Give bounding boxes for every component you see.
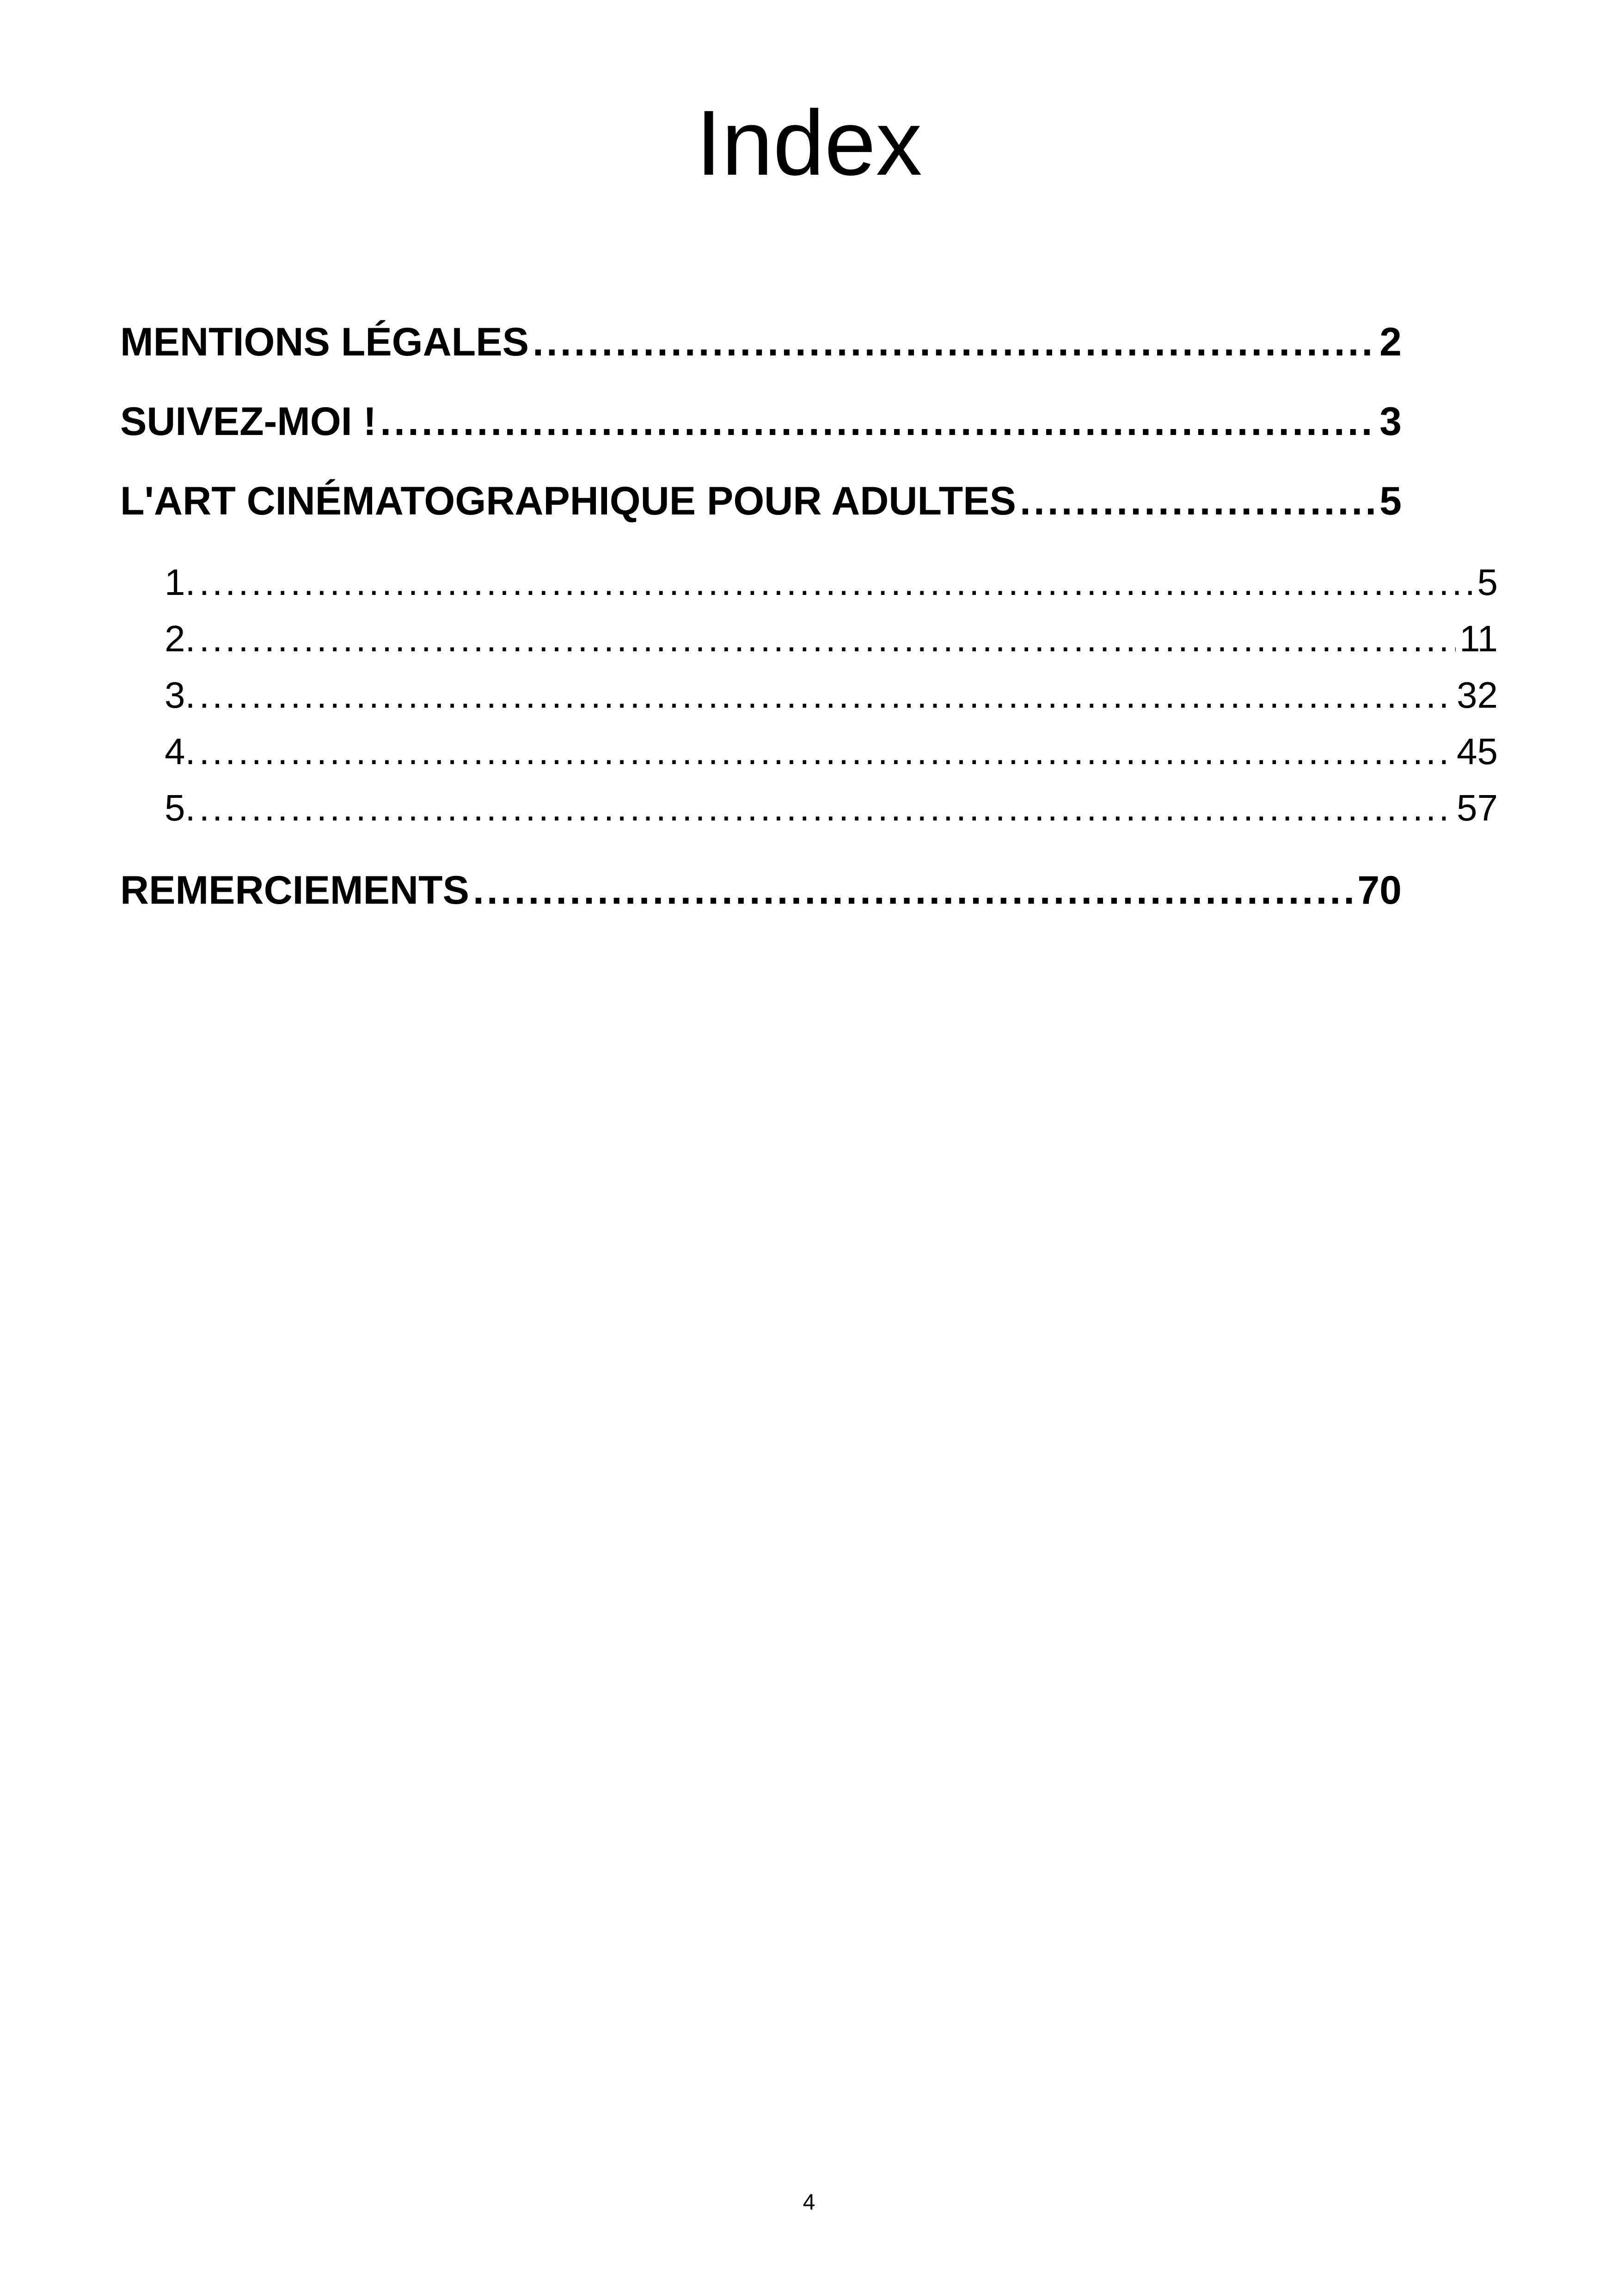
toc-entry-label: L'ART CINÉMATOGRAPHIQUE POUR ADULTES xyxy=(120,479,1016,523)
toc-entry-suivez-moi[interactable] xyxy=(120,394,1402,449)
toc-entry-page: 3 xyxy=(1379,399,1402,444)
toc-entry-label: REMERCIEMENTS xyxy=(120,868,469,912)
toc-subentry-4[interactable] xyxy=(165,726,1498,777)
page-number: 4 xyxy=(803,2190,815,2215)
page-title: Index xyxy=(696,92,922,195)
toc-dot-leader xyxy=(199,613,1456,664)
toc-entry-page: 5 xyxy=(1477,562,1498,603)
toc-subentry-5[interactable] xyxy=(165,783,1498,833)
toc-entry-mentions-legales[interactable] xyxy=(120,314,1402,370)
toc-entry-label: 3. xyxy=(165,674,196,716)
toc-dot-leader xyxy=(533,314,1376,370)
toc-entry-page: 32 xyxy=(1457,674,1498,716)
toc-dot-leader xyxy=(199,670,1453,721)
toc-entry-label: MENTIONS LÉGALES xyxy=(120,320,529,364)
toc-subentry-2[interactable] xyxy=(165,613,1498,664)
toc-dot-leader xyxy=(1020,473,1376,529)
toc-entry-label: 2. xyxy=(165,618,196,659)
toc-entry-page: 5 xyxy=(1379,479,1402,523)
toc-entry-page: 70 xyxy=(1357,868,1402,912)
toc-entry-page: 2 xyxy=(1379,320,1402,364)
toc-entry-page: 11 xyxy=(1459,618,1498,659)
toc-entry-label: SUIVEZ-MOI ! xyxy=(120,399,377,444)
toc-dot-leader xyxy=(380,394,1376,449)
toc-entry-art-cinematographique[interactable] xyxy=(120,473,1402,529)
toc-entry-page: 45 xyxy=(1457,731,1498,772)
toc-entry-page: 57 xyxy=(1457,787,1498,828)
toc-subentry-3[interactable] xyxy=(165,670,1498,721)
toc-entry-label: 1. xyxy=(165,562,196,603)
toc-dot-leader xyxy=(473,863,1354,918)
toc-dot-leader xyxy=(199,726,1453,777)
toc-entry-label: 4. xyxy=(165,731,196,772)
toc-dot-leader xyxy=(199,783,1453,833)
toc-dot-leader xyxy=(199,557,1474,608)
toc-entry-label: 5. xyxy=(165,787,196,828)
toc-subentry-1[interactable] xyxy=(165,557,1498,608)
toc-entry-remerciements[interactable] xyxy=(120,863,1402,918)
